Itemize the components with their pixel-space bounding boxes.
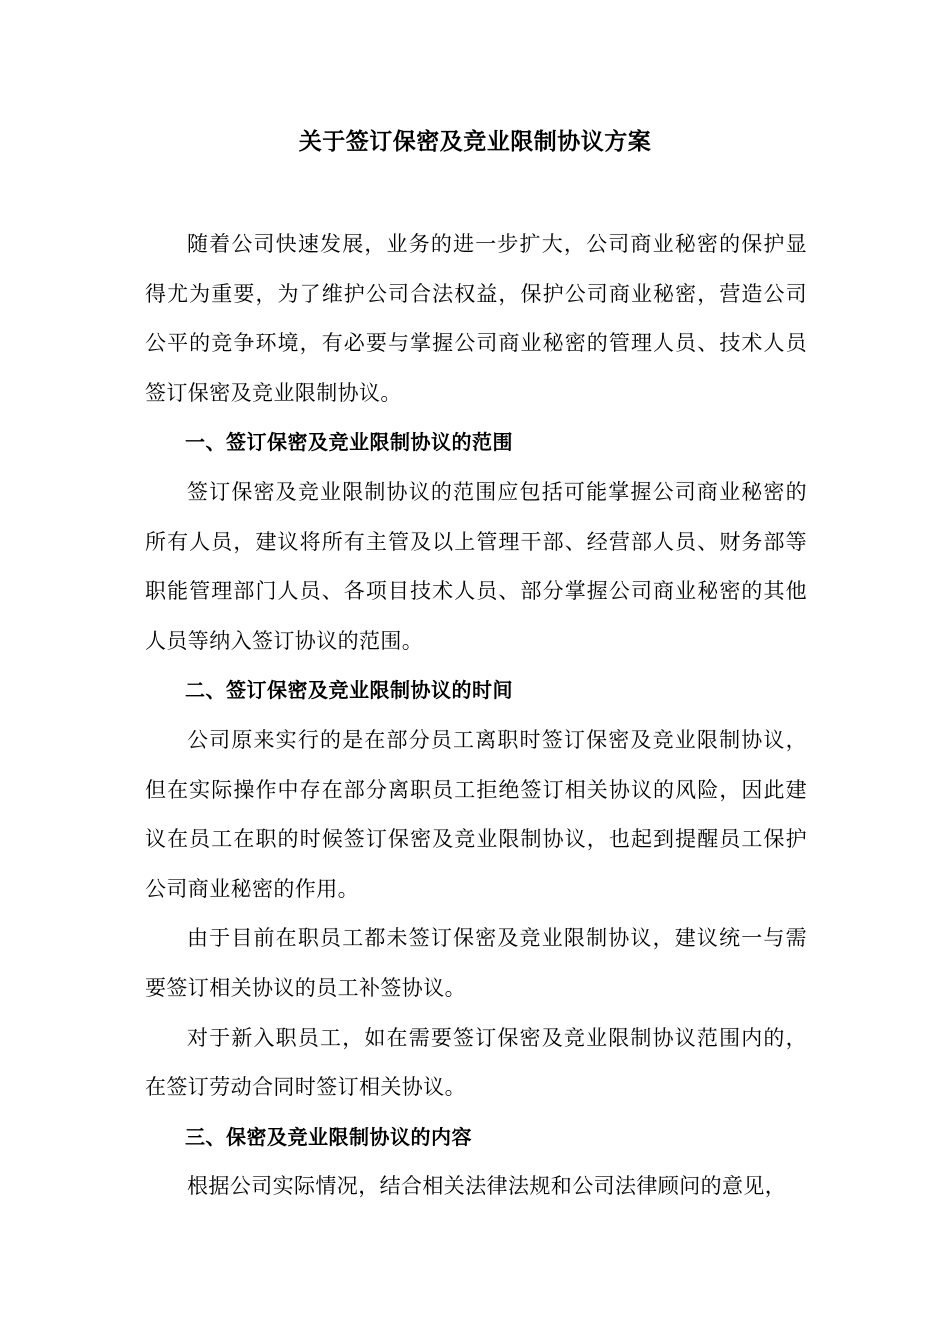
section-heading-scope: 一、签订保密及竞业限制协议的范围	[185, 430, 513, 455]
timing-paragraph: 公司原来实行的是在部分员工离职时签订保密及竞业限制协议，但在实际操作中存在部分离职员工拒绝签订相关协议的风险，因此建议在员工在职的时候签订保密及竞业限制协议，也起到提醒员工保护公司商业秘密的作用。	[145, 727, 807, 901]
scope-paragraph: 签订保密及竞业限制协议的范围应包括可能掌握公司商业秘密的所有人员，建议将所有主管及以上管理干部、经营部人员、财务部等职能管理部门人员、各项目技术人员、部分掌握公司商业秘密的其他人员等纳入签订协议的范围。	[145, 479, 807, 653]
current-staff-paragraph: 由于目前在职员工都未签订保密及竞业限制协议，建议统一与需要签订相关协议的员工补签协议。	[145, 926, 807, 1000]
section-heading-timing: 二、签订保密及竞业限制协议的时间	[185, 678, 513, 703]
document-title: 关于签订保密及竞业限制协议方案	[298, 129, 652, 155]
new-staff-paragraph: 对于新入职员工，如在需要签订保密及竞业限制协议范围内的，在签订劳动合同时签订相关协议。	[145, 1025, 807, 1100]
document-body	[145, 220, 807, 1212]
intro-paragraph: 随着公司快速发展，业务的进一步扩大，公司商业秘密的保护显得尤为重要，为了维护公司合法权益，保护公司商业秘密，营造公司公平的竞争环境，有必要与掌握公司商业秘密的管理人员、技术人员签订保密及竞业限制协议。	[145, 232, 807, 405]
content-paragraph: 根据公司实际情况，结合相关法律法规和公司法律顾问的意见，	[187, 1174, 787, 1199]
section-heading-content: 三、保密及竞业限制协议的内容	[185, 1124, 472, 1149]
